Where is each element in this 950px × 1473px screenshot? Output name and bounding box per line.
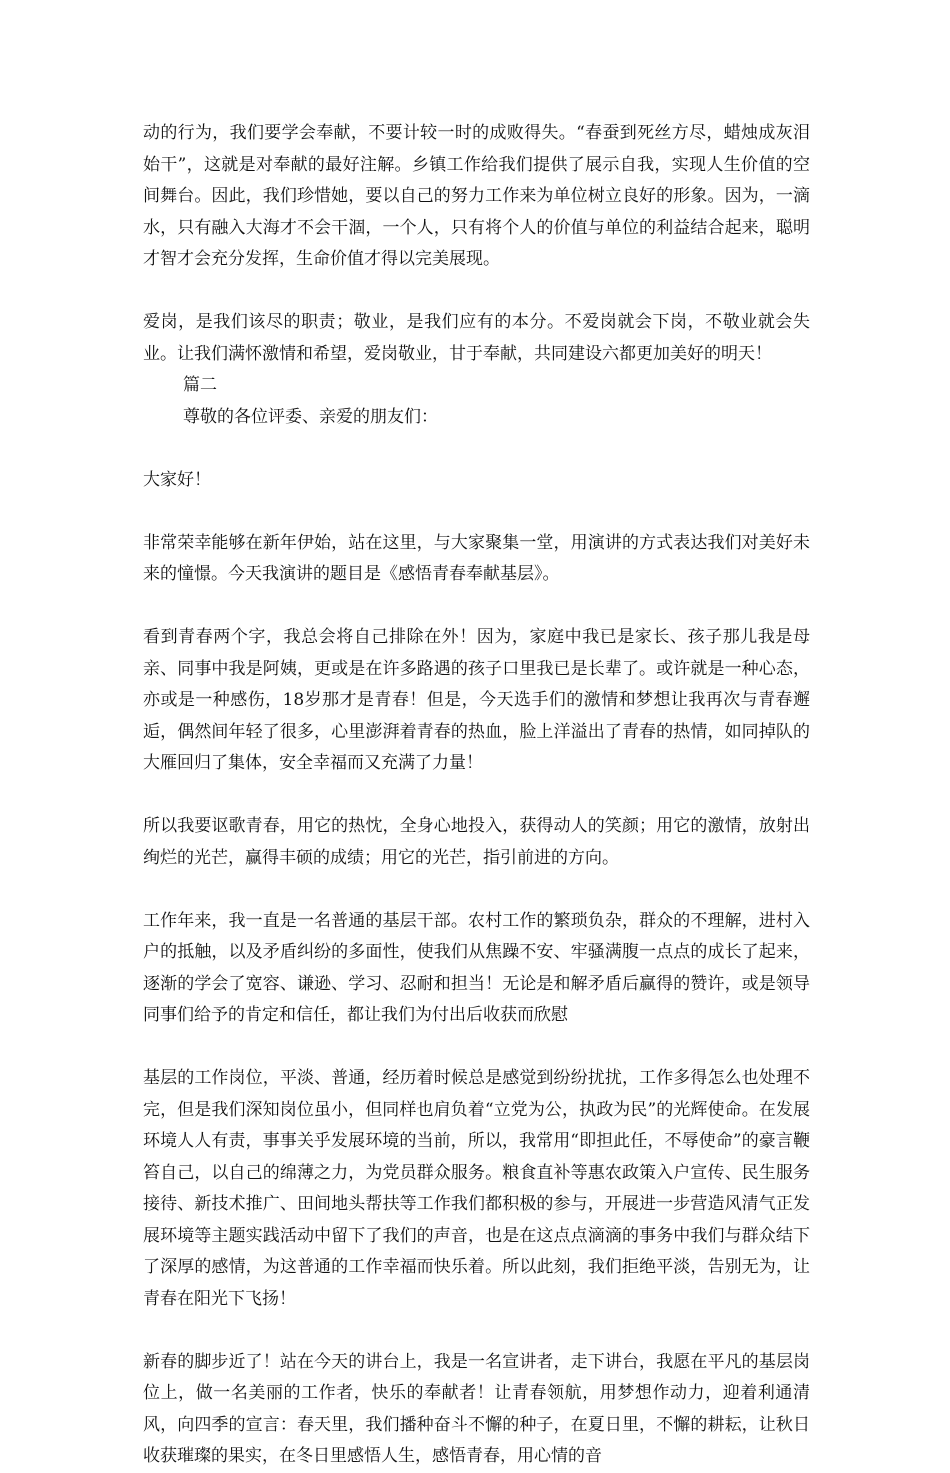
document-body (143, 118, 810, 1473)
paragraph-gap (143, 1315, 810, 1347)
paragraph-gap (143, 433, 810, 465)
paragraph-gap (143, 496, 810, 528)
paragraph-love-job: 爱岗，是我们该尽的职责；敬业，是我们应有的本分。不爱岗就会下岗，不敬业就会失业。让我们满怀激情和希望，爱岗敬业，甘于奉献，共同建设六都更加美好的明天！ (143, 312, 810, 364)
paragraph-gap (143, 276, 810, 308)
paragraph-gap (143, 591, 810, 623)
paragraph-gap (143, 1032, 810, 1064)
section-heading-part-two: 篇二 (183, 375, 217, 395)
paragraph-youth: 看到青春两个字，我总会将自己排除在外！因为，家庭中我已是家长、孩子那儿我是母亲、同事中我是阿姨，更或是在许多路遇的孩子口里我已是长辈了。或许就是一种心态，亦或是一种感伤，18岁那才是青春！但是，今天选手们的激情和梦想让我再次与青春邂逅，偶然间年轻了很多，心里澎湃着青春的热血，脸上洋溢出了青春的热情，如同掉队的大雁回归了集体，安全幸福而又充满了力量！ (143, 627, 810, 773)
greeting: 大家好！ (143, 469, 211, 490)
salutation: 尊敬的各位评委、亲爱的朋友们： (183, 406, 438, 427)
paragraph-gap (143, 874, 810, 906)
paragraph-work-years: 工作年来，我一直是一名普通的基层干部。农村工作的繁琐负杂，群众的不理解，进村入户的抵触，以及矛盾纠纷的多面性，使我们从焦躁不安、牢骚满腹一点点的成长了起来，逐渐的学会了宽容、谦逊、学习、忍耐和担当！无论是和解矛盾后赢得的赞许，或是领导同事们给予的肯定和信任，都让我们为付出后收获而欣慰 (143, 910, 810, 1025)
paragraph-gap (143, 780, 810, 812)
paragraph-grassroots-post: 基层的工作岗位，平淡、普通，经历着时候总是感觉到纷纷扰扰，工作多得怎么也处理不完，但是我们深知岗位虽小，但同样也肩负着“立党为公，执政为民”的光辉使命。在发展环境人人有责，事事关乎发展环境的当前，所以，我常用“即担此任，不辱使命”的豪言鞭笞自己，以自己的绵薄之力，为党员群众服务。粮食直补等惠农政策入户宣传、民生服务接待、新技术推广、田间地头帮扶等工作我们都积极的参与，开展进一步营造风清气正发展环境等主题实践活动中留下了我们的声音，也是在这点点滴滴的事务中我们与群众结下了深厚的感情，为这普通的工作幸福而快乐着。所以此刻，我们拒绝平淡，告别无为，让青春在阳光下飞扬！ (143, 1068, 810, 1309)
paragraph-speech-intro: 非常荣幸能够在新年伊始，站在这里，与大家聚集一堂，用演讲的方式表达我们对美好未来的憧憬。今天我演讲的题目是《感悟青春奉献基层》。 (143, 532, 810, 584)
paragraph-dedication: 动的行为，我们要学会奉献，不要计较一时的成败得失。“春蚕到死丝方尽，蜡烛成灰泪始干”，这就是对奉献的最好注解。乡镇工作给我们提供了展示自我，实现人生价值的空间舞台。因此，我们珍惜她，要以自己的努力工作来为单位树立良好的形象。因为，一滴水，只有融入大海才不会干涸，一个人，只有将个人的价值与单位的利益结合起来，聪明才智才会充分发挥，生命价值才得以完美展现。 (143, 123, 810, 269)
paragraph-praise-youth: 所以我要讴歌青春，用它的热忱，全身心地投入，获得动人的笑颜；用它的激情，放射出绚烂的光芒，赢得丰硕的成绩；用它的光芒，指引前进的方向。 (143, 816, 810, 868)
paragraph-new-spring: 新春的脚步近了！站在今天的讲台上，我是一名宣讲者，走下讲台，我愿在平凡的基层岗位上，做一名美丽的工作者，快乐的奉献者！让青春领航，用梦想作动力，迎着利通清风，向四季的宣言：春天里，我们播种奋斗不懈的种子，在夏日里，不懈的耕耘，让秋日收获璀璨的果实，在冬日里感悟人生，感悟青春，用心情的音 (143, 1351, 810, 1466)
